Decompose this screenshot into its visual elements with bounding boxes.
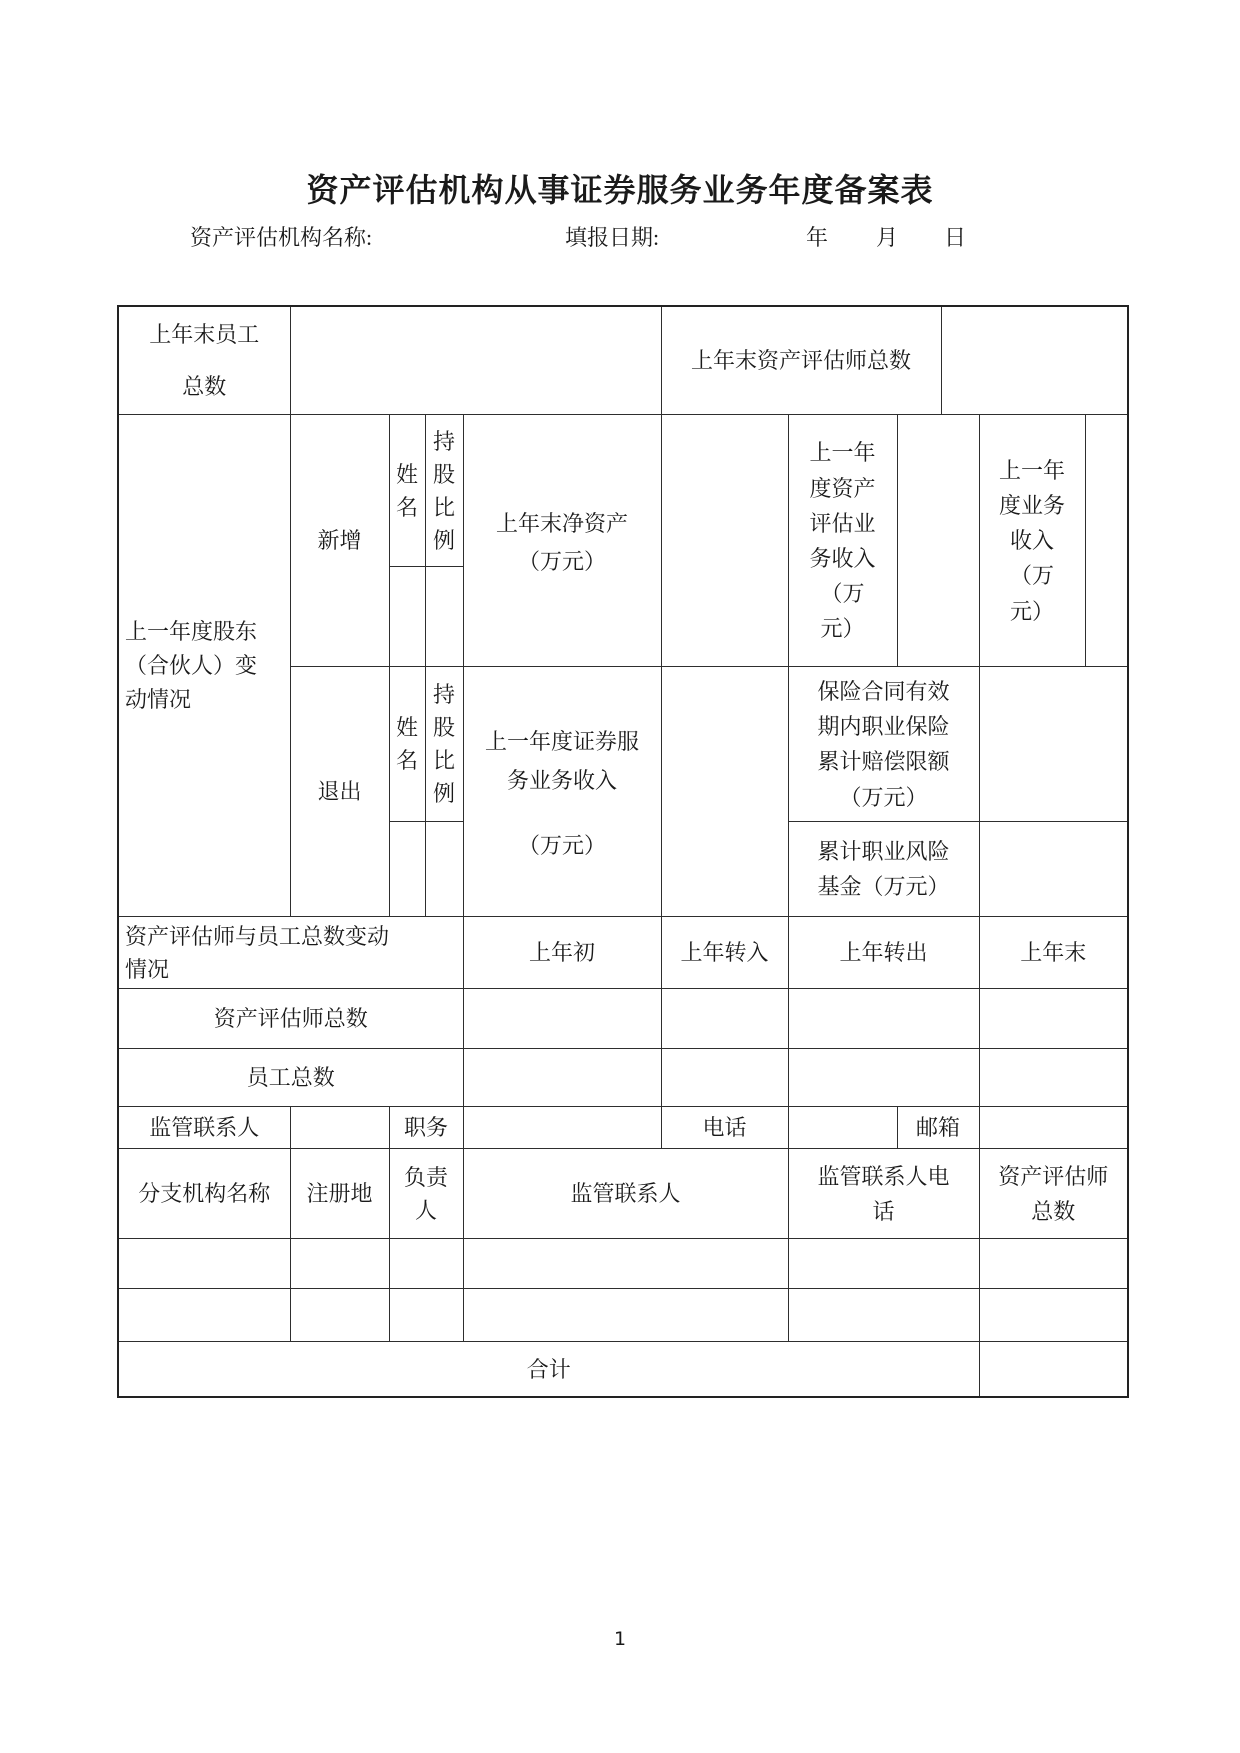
added-text: 新增 <box>317 528 362 554</box>
input-cell-branch1-contact <box>463 1239 788 1289</box>
input-cell-added-ratio <box>425 567 463 667</box>
net-assets-text: 上年末净资产 <box>495 510 628 536</box>
input-cell-prev-year-appraisers <box>941 306 1128 415</box>
cell-branch-appraisers-label <box>979 1149 1128 1239</box>
input-cell-branch2-name <box>118 1289 290 1342</box>
risk-fund-text: 累计职业风险基金（万元） <box>817 839 950 900</box>
cell-exited-ratio-label <box>425 667 463 822</box>
employees-total-text: 员工总数 <box>246 1065 335 1091</box>
day-label: 日 <box>944 225 967 250</box>
input-cell-appraisers-start <box>463 989 661 1049</box>
branch-registration-text: 注册地 <box>306 1181 373 1207</box>
cell-risk-fund-label <box>788 822 979 917</box>
business-income-text: 上一年度业务收入（万元） <box>998 457 1065 624</box>
cell-appraisal-income-label <box>788 415 897 667</box>
input-cell-added-name <box>389 567 425 667</box>
filing-date-label: 填报日期: <box>565 225 660 250</box>
insurance-limit-text: 保险合同有效期内职业保险累计赔偿限额（万元） <box>817 679 950 810</box>
cell-added-name-label <box>389 415 425 567</box>
input-cell-contact-name <box>290 1107 389 1149</box>
cell-securities-income-label <box>463 667 661 917</box>
col-year-end-text: 上年末 <box>1020 940 1087 966</box>
page-title: 资产评估机构从事证券服务业务年度备案表 <box>306 172 934 208</box>
cell-exited-name-label <box>389 667 425 822</box>
branch-contact-text: 监管联系人 <box>570 1181 681 1207</box>
input-cell-employees-end <box>979 1049 1128 1107</box>
cell-col-transfer-in <box>661 917 788 989</box>
exited-ratio-text: 持股比例 <box>432 682 455 807</box>
input-cell-employees-out <box>788 1049 979 1107</box>
cell-col-transfer-out <box>788 917 979 989</box>
cell-business-income-label <box>979 415 1085 667</box>
appraisers-total-text: 资产评估师总数 <box>213 1006 368 1032</box>
input-cell-contact-email <box>979 1107 1128 1149</box>
input-cell-total-appraisers <box>979 1342 1128 1397</box>
input-cell-appraisal-income <box>897 415 979 667</box>
cell-employees-total-label <box>118 1049 463 1107</box>
cell-insurance-limit-label <box>788 667 979 822</box>
input-cell-risk-fund <box>979 822 1128 917</box>
input-cell-insurance-limit <box>979 667 1128 822</box>
cell-prev-year-employees-label <box>118 306 290 415</box>
cell-col-year-end <box>979 917 1128 989</box>
total-text: 合计 <box>526 1356 571 1382</box>
cell-branch-head-label <box>389 1149 463 1239</box>
input-cell-appraisers-end <box>979 989 1128 1049</box>
filing-form-table <box>117 305 1129 1398</box>
input-cell-securities-income <box>661 667 788 917</box>
input-cell-business-income <box>1085 415 1128 667</box>
year-label: 年 <box>806 225 829 250</box>
cell-branch-contact-label <box>463 1149 788 1239</box>
input-cell-branch2-head <box>389 1289 463 1342</box>
contact-phone-text: 电话 <box>702 1115 747 1141</box>
input-cell-contact-phone <box>788 1107 897 1149</box>
input-cell-branch1-appraisers <box>979 1239 1128 1289</box>
cell-net-assets-label <box>463 415 661 667</box>
branch-contact-phone-text: 监管联系人电话 <box>817 1163 950 1224</box>
securities-income-text: 上一年度证券服务业务收入 <box>484 728 639 794</box>
cell-shareholder-change-label <box>118 415 290 917</box>
prev-year-appraisers-text: 上年末资产评估师总数 <box>690 348 911 374</box>
cell-contact-label <box>118 1107 290 1149</box>
input-cell-branch1-name <box>118 1239 290 1289</box>
input-cell-branch2-registration <box>290 1289 389 1342</box>
input-cell-net-assets <box>661 415 788 667</box>
input-cell-branch1-registration <box>290 1239 389 1289</box>
cell-appraisers-total-label <box>118 989 463 1049</box>
input-cell-contact-title <box>463 1107 661 1149</box>
cell-contact-email-label <box>897 1107 979 1149</box>
appraisal-income-text: 上一年度资产评估业务收入（万元） <box>809 440 876 642</box>
headcount-change-text: 资产评估师与员工总数变动情况 <box>125 923 390 982</box>
input-cell-appraisers-in <box>661 989 788 1049</box>
cell-branch-contact-phone-label <box>788 1149 979 1239</box>
net-assets-unit: （万元） <box>517 549 606 575</box>
page-number: 1 <box>613 1628 627 1650</box>
contact-text: 监管联系人 <box>149 1115 260 1141</box>
input-cell-branch2-contact-phone <box>788 1289 979 1342</box>
month-label: 月 <box>876 225 899 250</box>
input-cell-employees-in <box>661 1049 788 1107</box>
cell-headcount-change-label <box>118 917 463 989</box>
input-cell-branch1-head <box>389 1239 463 1289</box>
cell-total-label <box>118 1342 979 1397</box>
cell-contact-title-label <box>389 1107 463 1149</box>
input-cell-branch2-appraisers <box>979 1289 1128 1342</box>
cell-prev-year-appraisers-label <box>661 306 941 415</box>
branch-name-text: 分支机构名称 <box>138 1181 271 1207</box>
branch-appraisers-text: 资产评估师总数 <box>998 1163 1109 1224</box>
exited-text: 退出 <box>317 779 362 805</box>
org-name-label: 资产评估机构名称: <box>190 225 373 250</box>
exited-name-text: 姓名 <box>395 715 418 774</box>
input-cell-prev-year-employees <box>290 306 661 415</box>
branch-head-text: 负责人 <box>403 1164 448 1223</box>
added-name-text: 姓名 <box>395 461 418 520</box>
added-ratio-text: 持股比例 <box>432 428 455 553</box>
cell-added-ratio-label <box>425 415 463 567</box>
input-cell-exited-name <box>389 822 425 917</box>
cell-branch-name-label <box>118 1149 290 1239</box>
input-cell-employees-start <box>463 1049 661 1107</box>
form-meta-line <box>0 221 1240 255</box>
contact-title-text: 职务 <box>403 1115 448 1141</box>
col-year-start-text: 上年初 <box>528 940 595 966</box>
cell-contact-phone-label <box>661 1107 788 1149</box>
securities-income-unit: （万元） <box>517 832 606 858</box>
input-cell-exited-ratio <box>425 822 463 917</box>
cell-added-label <box>290 415 389 667</box>
shareholder-change-text: 上一年度股东（合伙人）变动情况 <box>125 618 258 712</box>
contact-email-text: 邮箱 <box>915 1115 960 1141</box>
cell-branch-registration-label <box>290 1149 389 1239</box>
prev-year-employees-text: 上年末员工总数 <box>149 322 260 399</box>
input-cell-branch2-contact <box>463 1289 788 1342</box>
col-transfer-in-text: 上年转入 <box>680 940 769 966</box>
cell-exited-label <box>290 667 389 917</box>
cell-col-year-start <box>463 917 661 989</box>
input-cell-appraisers-out <box>788 989 979 1049</box>
col-transfer-out-text: 上年转出 <box>839 940 928 966</box>
input-cell-branch1-contact-phone <box>788 1239 979 1289</box>
